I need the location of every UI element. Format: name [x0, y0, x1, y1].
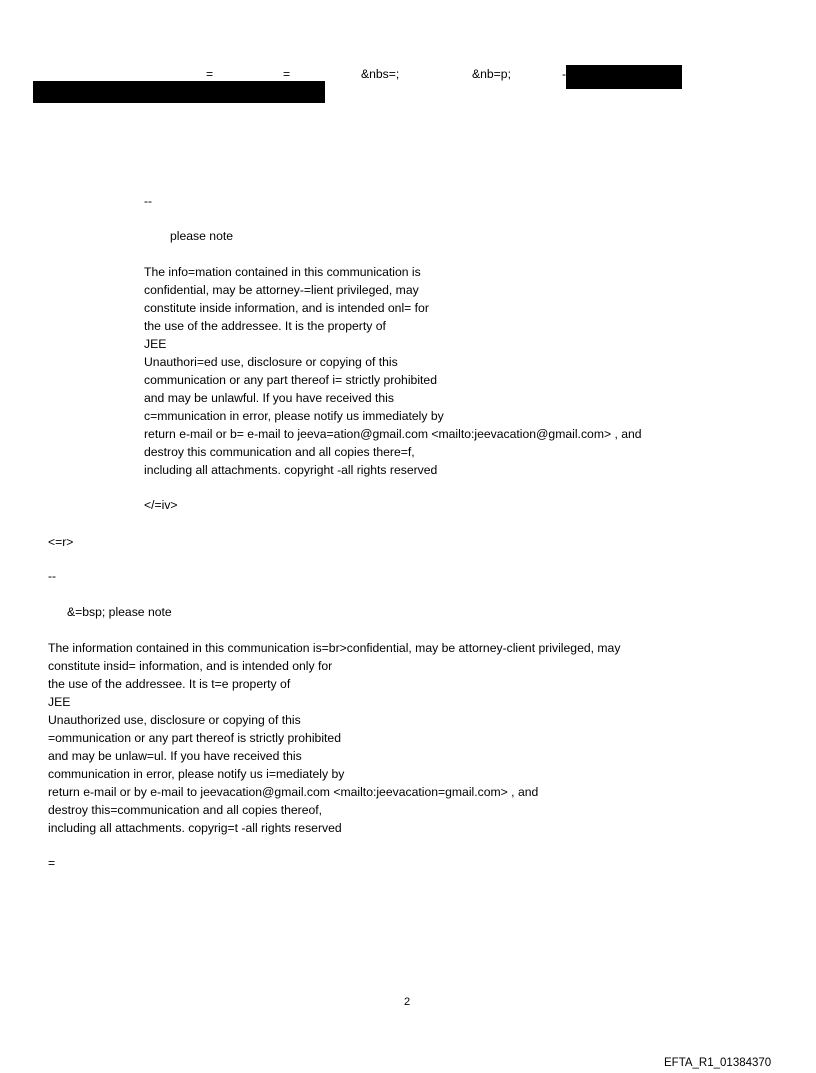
- header-token-1: =: [206, 67, 214, 81]
- block2-line: The information contained in this communication is=br>confidential, may be attorney-client privileged, may: [48, 641, 621, 655]
- block1-closing-tag: </=iv>: [144, 498, 178, 512]
- br-tag: <=r>: [48, 535, 74, 549]
- block1-line: c=mmunication in error, please notify us immediately by: [144, 409, 444, 423]
- block1-line: and may be unlawful. If you have received this: [144, 391, 394, 405]
- block2-line: Unauthorized use, disclosure or copying of this: [48, 713, 301, 727]
- block1-line: including all attachments. copyright -all rights reserved: [144, 463, 438, 477]
- block2-separator: --: [48, 569, 57, 583]
- block1-separator: --: [144, 194, 153, 208]
- block1-line: JEE: [144, 337, 167, 351]
- block2-line: destroy this=communication and all copies thereof,: [48, 803, 323, 817]
- block1-line: The info=mation contained in this communication is: [144, 265, 421, 279]
- block1-line: Unauthori=ed use, disclosure or copying of this: [144, 355, 398, 369]
- block2-line: the use of the addressee. It is t=e property of: [48, 677, 291, 691]
- block1-line: the use of the addressee. It is the property of: [144, 319, 386, 333]
- block2-line: and may be unlaw=ul. If you have received this: [48, 749, 302, 763]
- header-token-3: &nbs=;: [361, 67, 400, 81]
- block1-heading: please note: [170, 229, 234, 243]
- block1-line: destroy this communication and all copies there=f,: [144, 445, 415, 459]
- header-token-4: &nb=p;: [472, 67, 511, 81]
- document-id: EFTA_R1_01384370: [664, 1057, 772, 1069]
- block2-line: constitute insid= information, and is intended only for: [48, 659, 333, 673]
- redaction-box-right: [566, 65, 682, 89]
- block2-line: return e-mail or by e-mail to jeevacation@gmail.com <mailto:jeevacation=gmail.com> , and: [48, 785, 539, 799]
- block2-line: including all attachments. copyrig=t -all rights reserved: [48, 821, 342, 835]
- block1-line: confidential, may be attorney-=lient privileged, may: [144, 283, 419, 297]
- header-token-2: =: [283, 67, 291, 81]
- redaction-box-left: [33, 81, 325, 103]
- header-token-5: -: [562, 67, 567, 81]
- page-number: 2: [404, 996, 411, 1008]
- block1-line: constitute inside information, and is intended onl= for: [144, 301, 429, 315]
- block2-line: communication in error, please notify us i=mediately by: [48, 767, 345, 781]
- block2-line: JEE: [48, 695, 71, 709]
- block2-line: =ommunication or any part thereof is strictly prohibited: [48, 731, 341, 745]
- block1-line: return e-mail or b= e-mail to jeeva=ation@gmail.com <mailto:jeevacation@gmail.com> , and: [144, 427, 642, 441]
- block1-line: communication or any part thereof i= strictly prohibited: [144, 373, 437, 387]
- block2-heading: &=bsp; please note: [67, 605, 172, 619]
- block2-trailing: =: [48, 856, 56, 870]
